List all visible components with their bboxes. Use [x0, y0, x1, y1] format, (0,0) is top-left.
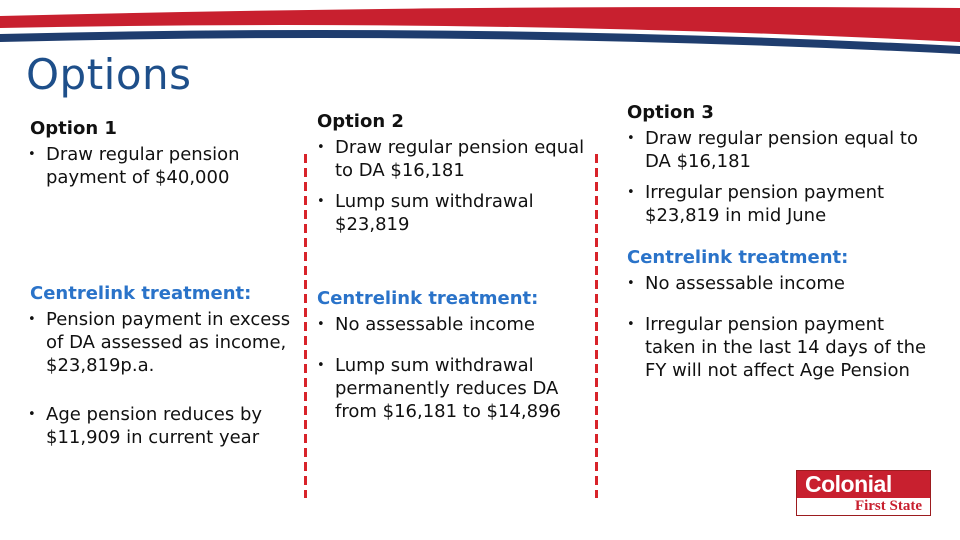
list-item: • Draw regular pension equal to DA $16,181 — [627, 128, 918, 172]
option-1-bullets — [30, 143, 300, 189]
option-3-bullets — [627, 127, 927, 227]
list-item: • Draw regular pension payment of $40,000 — [28, 144, 240, 188]
colonial-first-state-logo — [796, 470, 931, 516]
option-3-column — [627, 102, 927, 390]
divider-line-2 — [595, 154, 598, 498]
option-2-heading: Option 2 — [317, 111, 404, 132]
list-item: • Lump sum withdrawal permanently reduces DA from $16,181 to $14,896 — [317, 355, 561, 422]
list-item: • No assessable income — [627, 273, 845, 294]
list-item: • Draw regular pension equal to DA $16,181 — [317, 137, 585, 181]
option-3-treatment-heading: Centrelink treatment: — [627, 247, 849, 268]
option-2-treatment-bullets — [317, 313, 587, 423]
logo-line-2: First State — [797, 498, 930, 515]
logo-line-1: Colonial — [797, 471, 930, 498]
list-item: • Irregular pension payment taken in the last 14 days of the FY will not affect Age Pension — [627, 314, 927, 381]
option-3-heading: Option 3 — [627, 102, 714, 123]
option-1-treatment-bullets — [30, 308, 300, 449]
list-item: • Age pension reduces by $11,909 in current year — [28, 404, 263, 448]
list-item: • Irregular pension payment $23,819 in mid June — [627, 182, 885, 226]
list-item: • Lump sum withdrawal $23,819 — [317, 191, 534, 235]
option-2-column — [317, 111, 587, 431]
option-1-heading: Option 1 — [30, 118, 117, 139]
option-2-bullets — [317, 136, 587, 236]
option-3-treatment-bullets — [627, 272, 927, 382]
list-item: • Pension payment in excess of DA assessed as income, $23,819p.a. — [28, 309, 291, 376]
option-1-column — [30, 118, 300, 457]
option-1-treatment-heading: Centrelink treatment: — [30, 283, 252, 304]
divider-line-1 — [304, 154, 307, 498]
option-2-treatment-heading: Centrelink treatment: — [317, 288, 539, 309]
slide-title: Options — [26, 50, 192, 99]
list-item: • No assessable income — [317, 314, 535, 335]
